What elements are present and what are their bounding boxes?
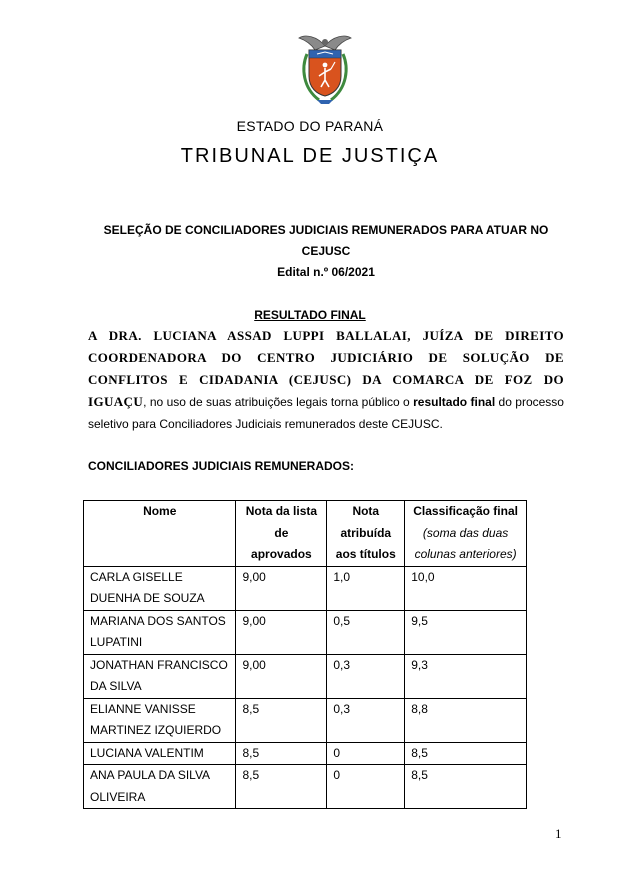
table-row [84,742,527,765]
cell-list-score: 9,00 [236,610,327,654]
cell-final: 9,5 [405,610,527,654]
cell-name: LUCIANA VALENTIM [84,742,236,765]
intro-text-after: do processo seletivo para Conciliadores Judiciais remunerados deste CEJUSC. [88,395,564,431]
cell-final: 8,5 [405,742,527,765]
document-title [88,220,564,283]
results-table [83,500,527,809]
cell-title-score: 0 [327,765,405,809]
table-row [84,765,527,809]
page-number: 1 [555,826,562,841]
title-line-2: CEJUSC [301,244,351,258]
result-heading: RESULTADO FINAL [254,308,366,322]
header-classification-note: (soma das duas colunas anteriores) [414,525,517,561]
cell-final: 8,5 [405,765,527,809]
cell-name: JONATHAN FRANCISCO DA SILVA [84,654,236,698]
cell-title-score: 1,0 [327,566,405,610]
cell-name: MARIANA DOS SANTOS LUPATINI [84,610,236,654]
cell-list-score: 8,5 [236,742,327,765]
header-list-score: Nota da lista de aprovados [236,501,327,567]
cell-title-score: 0,5 [327,610,405,654]
table-header-row [84,501,527,567]
cell-list-score: 9,00 [236,566,327,610]
header-classification-label: Classificação final [413,504,518,518]
title-line-1: SELEÇÃO DE CONCILIADORES JUDICIAIS REMUNERADOS PARA ATUAR NO [103,223,549,237]
cell-final: 10,0 [405,566,527,610]
table-row [84,698,527,742]
header-classification [405,501,527,567]
header-title-score: Nota atribuída aos títulos [327,501,405,567]
state-name: ESTADO DO PARANÁ [236,118,384,134]
cell-title-score: 0,3 [327,698,405,742]
cell-list-score: 9,00 [236,654,327,698]
header-name: Nome [84,501,236,567]
cell-title-score: 0 [327,742,405,765]
court-name: TRIBUNAL DE JUSTIÇA [180,145,440,167]
authority-text: A DRA. LUCIANA ASSAD LUPPI BALLALAI, JUÍZA DE DIREITO COORDENADORA DO CENTRO JUDICIÁRIO DE SOLUÇÃO DE CONFLITOS E CIDADANIA (CEJUSC) DA COMARCA DE FOZ DO IGUAÇU [88,328,564,409]
cell-final: 9,3 [405,654,527,698]
parana-coat-of-arms-icon [295,32,355,108]
intro-text-before: , no uso de suas atribuições legais torna público o [143,395,414,409]
cell-name: CARLA GISELLE DUENHA DE SOUZA [84,566,236,610]
result-term: resultado final [413,395,496,409]
cell-list-score: 8,5 [236,698,327,742]
cell-list-score: 8,5 [236,765,327,809]
cell-final: 8,8 [405,698,527,742]
cell-title-score: 0,3 [327,654,405,698]
section-title: CONCILIADORES JUDICIAIS REMUNERADOS: [88,459,355,473]
table-row [84,566,527,610]
table-row [84,610,527,654]
cell-name: ELIANNE VANISSE MARTINEZ IZQUIERDO [84,698,236,742]
table-row [84,654,527,698]
edital-number: Edital n.º 06/2021 [277,265,375,279]
cell-name: ANA PAULA DA SILVA OLIVEIRA [84,765,236,809]
intro-paragraph [88,325,564,435]
